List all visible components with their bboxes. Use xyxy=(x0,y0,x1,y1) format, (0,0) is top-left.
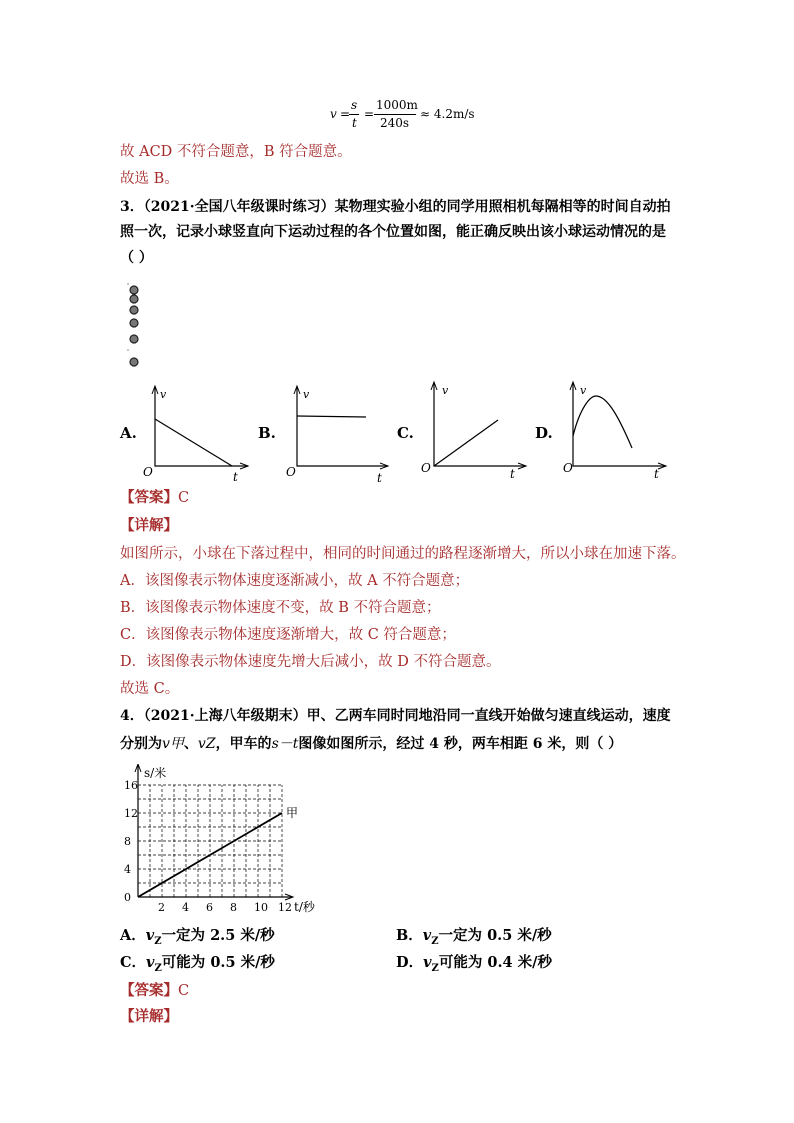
formula-eq2: = xyxy=(364,107,375,121)
q3-option-a-label: A. xyxy=(120,424,137,442)
q4-sep: 、 xyxy=(183,736,198,752)
axis-t-label: t xyxy=(510,467,515,481)
v-subscript: Z xyxy=(154,962,162,974)
v-jia-symbol: v甲 xyxy=(162,736,184,752)
x-tick-label: 10 xyxy=(254,901,268,914)
formula-1000m: 1000m xyxy=(376,98,418,112)
q3-detail-line: C．该图像表示物体速度逐渐增大，故 C 符合题意； xyxy=(120,627,456,643)
q3-graph-a xyxy=(140,384,255,484)
chart-series-label: 甲 xyxy=(286,806,299,820)
q3-detail-line: 故选 C。 xyxy=(120,681,180,697)
ball-position-1 xyxy=(130,286,138,294)
q4-stem-text: 分别为 xyxy=(120,736,162,752)
axis-v-label: v xyxy=(160,388,167,401)
axis-t-label: t xyxy=(233,470,238,484)
velocity-line xyxy=(297,416,366,417)
formula-t: t xyxy=(352,116,357,130)
v-yi-symbol: vZ xyxy=(197,736,216,752)
v-symbol: v xyxy=(146,954,155,971)
ball-position-4 xyxy=(130,319,138,327)
option-label: D． xyxy=(396,954,424,971)
velocity-line xyxy=(155,419,232,466)
q3-graph-d xyxy=(558,380,673,484)
fraction-bar-2 xyxy=(374,114,416,115)
formula-v: v xyxy=(330,107,337,121)
option-text: 一定为 0.5 米/秒 xyxy=(438,927,552,944)
fraction-bar-1 xyxy=(349,114,359,115)
q3-option-b-label: B. xyxy=(258,424,276,442)
v-subscript: Z xyxy=(154,935,162,947)
x-tick-label: 12 xyxy=(278,901,292,914)
y-tick-label: 0 xyxy=(124,891,131,904)
q3-detail-line: A．该图像表示物体速度逐渐减小，故 A 不符合题意； xyxy=(120,573,470,589)
v-symbol: v xyxy=(423,954,432,971)
q4-stem-text: ，甲车的 xyxy=(215,736,272,752)
q2-choice: 故选 B。 xyxy=(120,171,179,187)
axis-v-label: v xyxy=(303,388,310,401)
q3-detail-line: 如图所示，小球在下落过程中，相同的时间通过的路程逐渐增大，所以小球在加速下落。 xyxy=(120,546,686,562)
y-tick-label: 12 xyxy=(124,807,138,820)
q4-detail-tag: 【详解】 xyxy=(120,1008,178,1025)
speed-formula xyxy=(326,95,486,135)
q2-conclusion: 故 ACD 不符合题意，B 符合题意。 xyxy=(120,144,352,160)
formula-s: s xyxy=(351,98,358,112)
ball-position-3 xyxy=(130,306,138,314)
axis-v-label: v xyxy=(442,384,449,397)
q4-option-c[interactable] xyxy=(120,953,275,979)
q3-graph-b xyxy=(280,384,395,484)
chart-x-label: t/秒 xyxy=(294,900,315,914)
answer-tag: 【答案】 xyxy=(120,489,178,506)
q3-detail-line: B．该图像表示物体速度不变，故 B 不符合题意； xyxy=(120,600,441,616)
q4-stem-line2 xyxy=(120,734,622,754)
option-label: B． xyxy=(396,927,423,944)
q4-st-chart xyxy=(118,764,328,920)
q4-answer-row xyxy=(120,981,189,1001)
q4-option-a[interactable] xyxy=(120,926,275,952)
origin-label: O xyxy=(286,465,296,479)
origin-label: O xyxy=(143,465,153,479)
x-tick-label: 4 xyxy=(182,901,189,914)
q4-stem-line1: 4．（2021·上海八年级期末）甲、乙两车同时同地沿同一直线开始做匀速直线运动，速度 xyxy=(120,708,671,724)
q3-stem-line2: 照一次，记录小球竖直向下运动过程的各个位置如图，能正确反映出该小球运动情况的是 xyxy=(120,224,666,240)
velocity-curve xyxy=(573,396,632,448)
answer-tag: 【答案】 xyxy=(120,982,178,999)
v-subscript: Z xyxy=(431,962,439,974)
ball-position-6 xyxy=(130,358,138,366)
option-text: 一定为 2.5 米/秒 xyxy=(161,927,275,944)
answer-value: C xyxy=(178,490,190,506)
q4-option-d[interactable] xyxy=(396,953,552,979)
q3-answer-row xyxy=(120,488,189,508)
option-label: C． xyxy=(120,954,147,971)
falling-ball-photo xyxy=(124,280,148,380)
ball-position-5 xyxy=(130,335,138,343)
q3-detail-tag: 【详解】 xyxy=(120,517,178,534)
q3-option-c-label: C. xyxy=(397,424,414,442)
velocity-line xyxy=(434,420,498,466)
formula-240s: 240s xyxy=(380,116,410,130)
y-tick-label: 4 xyxy=(124,863,131,876)
q3-option-d-label: D. xyxy=(535,424,553,442)
q3-stem-line1: 3．（2021·全国八年级课时练习）某物理实验小组的同学用照相机每隔相等的时间自动拍 xyxy=(120,199,671,215)
origin-label: O xyxy=(421,461,431,475)
option-text: 可能为 0.5 米/秒 xyxy=(161,954,275,971)
axis-v-label: v xyxy=(580,384,587,397)
q3-stem-line3: （ ） xyxy=(120,250,153,266)
y-tick-label: 8 xyxy=(124,835,131,848)
formula-approx: ≈ 4.2m/s xyxy=(420,107,475,121)
chart-axes xyxy=(135,764,293,900)
formula-eq1: = xyxy=(340,107,351,121)
axis-t-label: t xyxy=(377,471,382,484)
y-tick-label: 16 xyxy=(124,779,138,792)
x-tick-label: 8 xyxy=(230,901,237,914)
axis-t-label: t xyxy=(654,467,659,481)
option-label: A． xyxy=(120,927,146,944)
q3-graph-c xyxy=(418,380,533,484)
q4-option-b[interactable] xyxy=(396,926,552,952)
x-tick-label: 6 xyxy=(206,901,213,914)
v-symbol: v xyxy=(145,927,155,944)
v-symbol: v xyxy=(422,927,432,944)
origin-label: O xyxy=(563,461,573,475)
q3-detail-line: D．该图像表示物体速度先增大后减小，故 D 不符合题意。 xyxy=(120,654,501,670)
v-subscript: Z xyxy=(431,935,439,947)
x-tick-label: 2 xyxy=(158,901,165,914)
option-text: 可能为 0.4 米/秒 xyxy=(438,954,552,971)
chart-y-label: s/米 xyxy=(144,766,167,780)
answer-value: C xyxy=(178,983,190,999)
chart-grid xyxy=(138,785,282,897)
st-symbol: s－t xyxy=(271,736,299,752)
q4-stem-text: 图像如图所示，经过 4 秒，两车相距 6 米，则（ ） xyxy=(298,736,623,752)
ball-position-2 xyxy=(130,295,138,303)
